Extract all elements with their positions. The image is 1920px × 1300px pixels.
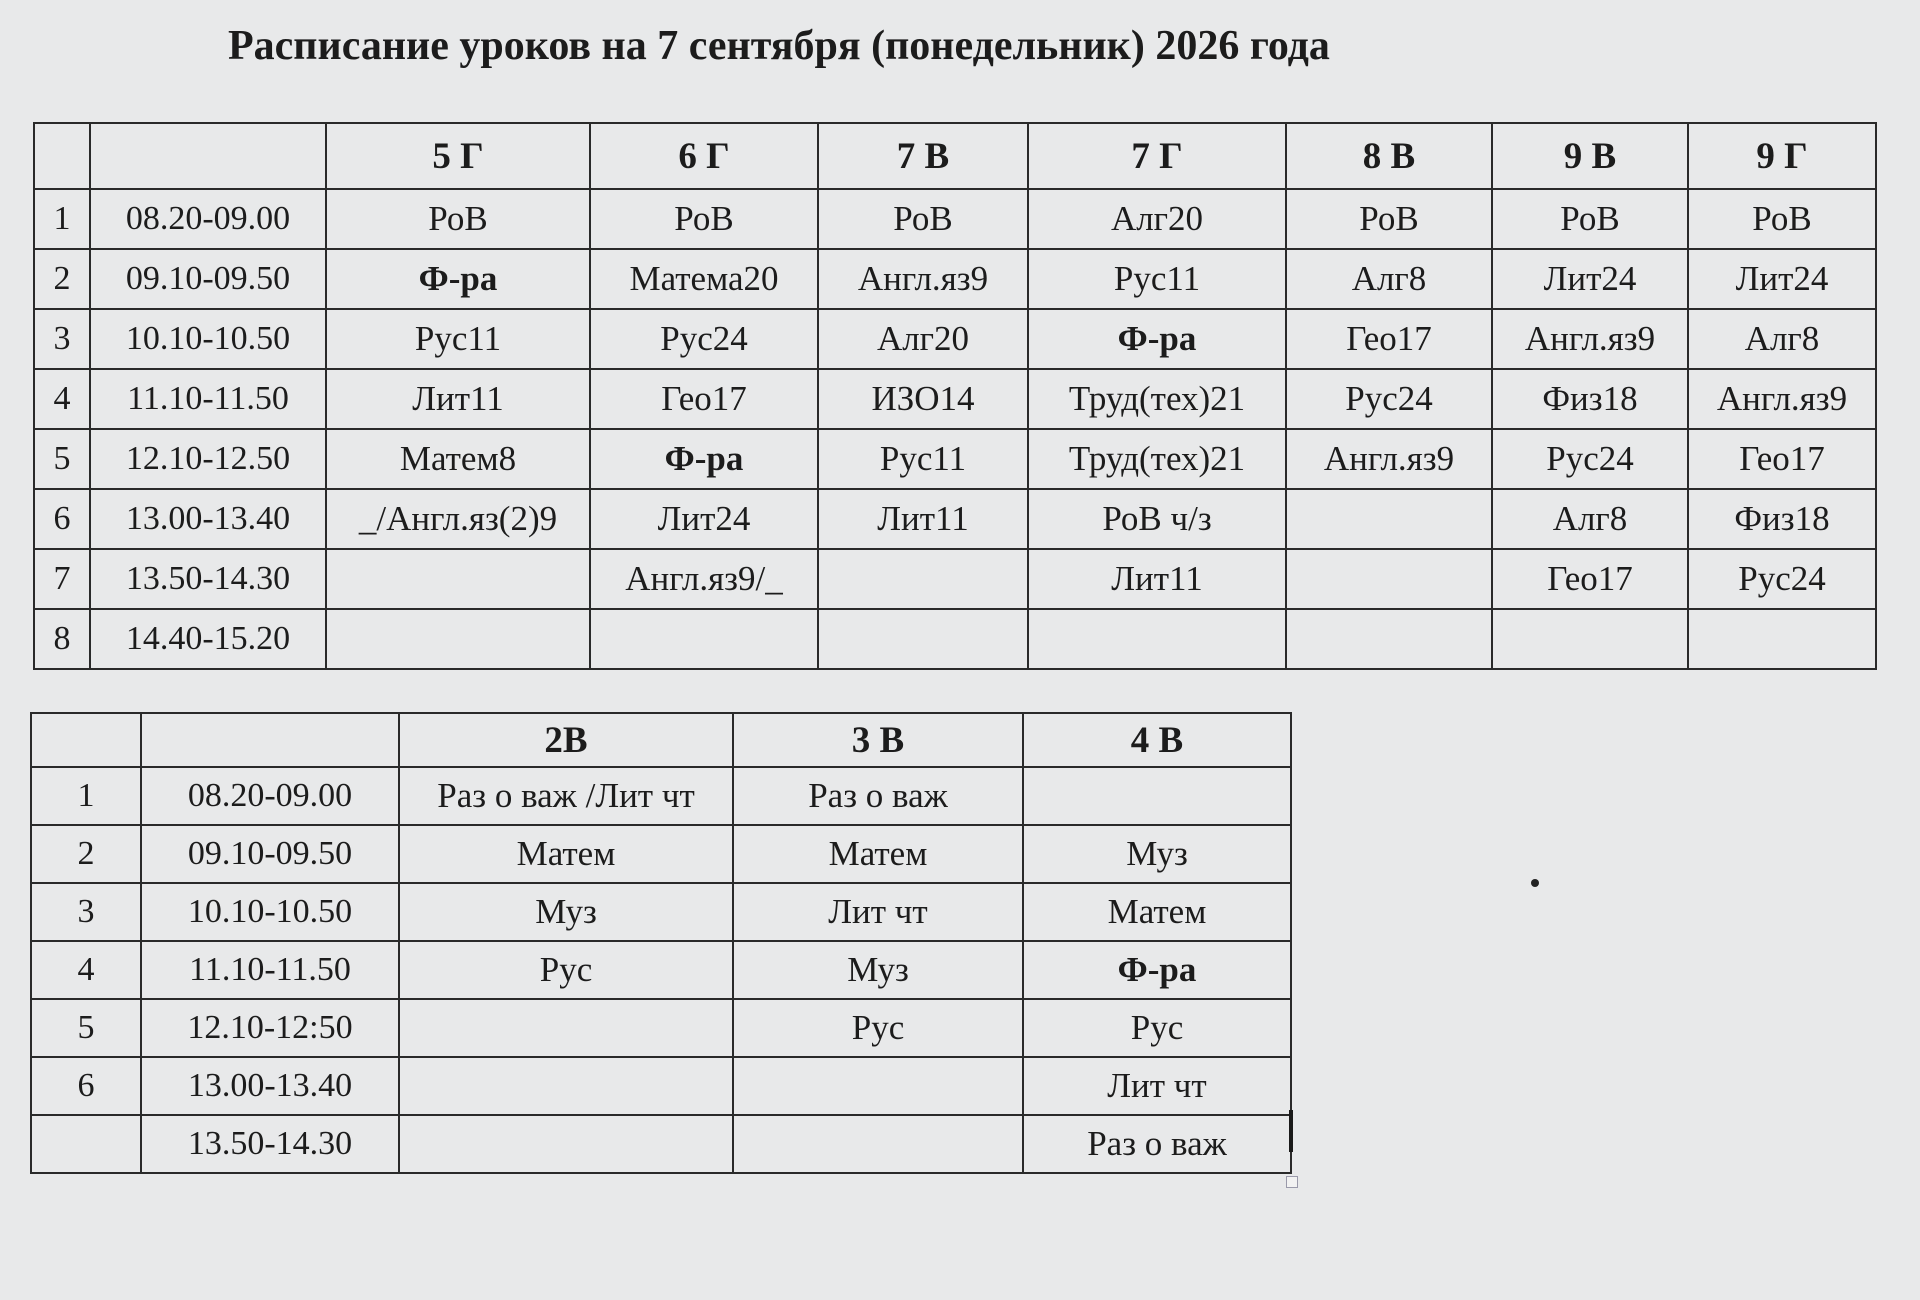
subject-cell: Лит чт <box>1023 1057 1291 1115</box>
subject-cell: Рус24 <box>1492 429 1688 489</box>
subject-cell: Рус11 <box>1028 249 1286 309</box>
header-time-cell <box>141 713 399 767</box>
subject-cell: Рус24 <box>1286 369 1492 429</box>
subject-cell: Алг20 <box>818 309 1028 369</box>
lesson-time: 13.00-13.40 <box>141 1057 399 1115</box>
table-header-row <box>34 123 1876 189</box>
lesson-time: 12.10-12:50 <box>141 999 399 1057</box>
table-row <box>34 249 1876 309</box>
subject-cell: Англ.яз9 <box>1688 369 1876 429</box>
lesson-number: 4 <box>31 941 141 999</box>
class-header: 9 Г <box>1688 123 1876 189</box>
subject-cell <box>1492 609 1688 669</box>
subject-cell: Лит11 <box>818 489 1028 549</box>
table-row <box>31 1057 1291 1115</box>
table-row <box>31 883 1291 941</box>
lesson-number: 7 <box>34 549 90 609</box>
subject-cell: Алг8 <box>1286 249 1492 309</box>
lesson-number: 8 <box>34 609 90 669</box>
lesson-time: 12.10-12.50 <box>90 429 326 489</box>
subject-cell: Англ.яз9/_ <box>590 549 818 609</box>
lesson-number: 3 <box>34 309 90 369</box>
subject-cell: Рус11 <box>818 429 1028 489</box>
lesson-number: 3 <box>31 883 141 941</box>
subject-cell: Физ18 <box>1492 369 1688 429</box>
subject-cell: Рус <box>1023 999 1291 1057</box>
lesson-time: 10.10-10.50 <box>90 309 326 369</box>
class-header: 5 Г <box>326 123 590 189</box>
subject-cell: РоВ <box>1492 189 1688 249</box>
lesson-time: 08.20-09.00 <box>90 189 326 249</box>
lesson-number: 6 <box>34 489 90 549</box>
subject-cell: Лит11 <box>326 369 590 429</box>
table-row <box>34 489 1876 549</box>
table-row <box>31 1115 1291 1173</box>
subject-cell <box>399 1115 733 1173</box>
lesson-number: 1 <box>34 189 90 249</box>
subject-cell: Гео17 <box>590 369 818 429</box>
subject-cell <box>818 549 1028 609</box>
subject-cell: Физ18 <box>1688 489 1876 549</box>
subject-cell <box>818 609 1028 669</box>
subject-cell: Матем <box>1023 883 1291 941</box>
lesson-time: 08.20-09.00 <box>141 767 399 825</box>
subject-cell <box>733 1115 1023 1173</box>
subject-cell: Англ.яз9 <box>818 249 1028 309</box>
class-header: 6 Г <box>590 123 818 189</box>
table-row <box>34 189 1876 249</box>
subject-cell <box>399 999 733 1057</box>
text-cursor <box>1289 1110 1293 1152</box>
subject-cell <box>1028 609 1286 669</box>
subject-cell: Труд(тех)21 <box>1028 369 1286 429</box>
subject-cell <box>1286 549 1492 609</box>
subject-cell <box>399 1057 733 1115</box>
lesson-time: 09.10-09.50 <box>90 249 326 309</box>
speck-mark <box>1531 879 1539 887</box>
subject-cell: Муз <box>399 883 733 941</box>
subject-cell: Алг20 <box>1028 189 1286 249</box>
lesson-number: 4 <box>34 369 90 429</box>
schedule-table-primary <box>30 712 1292 1174</box>
class-header: 2В <box>399 713 733 767</box>
lesson-time: 10.10-10.50 <box>141 883 399 941</box>
subject-cell: _/Англ.яз(2)9 <box>326 489 590 549</box>
table-row <box>34 369 1876 429</box>
header-number-cell <box>34 123 90 189</box>
subject-cell: Ф-ра <box>326 249 590 309</box>
table-row <box>34 609 1876 669</box>
subject-cell: Гео17 <box>1688 429 1876 489</box>
subject-cell: Труд(тех)21 <box>1028 429 1286 489</box>
table-header-row <box>31 713 1291 767</box>
subject-cell: Рус <box>399 941 733 999</box>
subject-cell: Лит24 <box>590 489 818 549</box>
subject-cell: РоВ <box>1688 189 1876 249</box>
schedule-table-main <box>33 122 1877 670</box>
lesson-time: 11.10-11.50 <box>90 369 326 429</box>
header-time-cell <box>90 123 326 189</box>
subject-cell: РоВ ч/з <box>1028 489 1286 549</box>
subject-cell: Муз <box>733 941 1023 999</box>
subject-cell: Лит11 <box>1028 549 1286 609</box>
class-header: 8 В <box>1286 123 1492 189</box>
table-row <box>34 429 1876 489</box>
resize-handle[interactable] <box>1286 1176 1298 1188</box>
subject-cell: Раз о важ /Лит чт <box>399 767 733 825</box>
table-row <box>31 999 1291 1057</box>
subject-cell: РоВ <box>326 189 590 249</box>
lesson-number: 1 <box>31 767 141 825</box>
subject-cell: Гео17 <box>1286 309 1492 369</box>
subject-cell <box>326 549 590 609</box>
lesson-time: 09.10-09.50 <box>141 825 399 883</box>
subject-cell: ИЗО14 <box>818 369 1028 429</box>
subject-cell <box>1688 609 1876 669</box>
lesson-number: 6 <box>31 1057 141 1115</box>
lesson-number <box>31 1115 141 1173</box>
subject-cell: Ф-ра <box>1023 941 1291 999</box>
lesson-number: 2 <box>31 825 141 883</box>
subject-cell <box>590 609 818 669</box>
subject-cell: Гео17 <box>1492 549 1688 609</box>
subject-cell: Раз о важ <box>1023 1115 1291 1173</box>
lesson-number: 5 <box>34 429 90 489</box>
subject-cell <box>326 609 590 669</box>
subject-cell: Лит24 <box>1688 249 1876 309</box>
subject-cell: Рус24 <box>590 309 818 369</box>
subject-cell: РоВ <box>590 189 818 249</box>
subject-cell: Англ.яз9 <box>1492 309 1688 369</box>
subject-cell: Рус24 <box>1688 549 1876 609</box>
subject-cell: Лит чт <box>733 883 1023 941</box>
lesson-time: 13.50-14.30 <box>90 549 326 609</box>
subject-cell: Алг8 <box>1492 489 1688 549</box>
class-header: 7 Г <box>1028 123 1286 189</box>
subject-cell: Алг8 <box>1688 309 1876 369</box>
subject-cell: Ф-ра <box>590 429 818 489</box>
lesson-number: 2 <box>34 249 90 309</box>
table-row <box>31 941 1291 999</box>
table-row <box>31 825 1291 883</box>
header-number-cell <box>31 713 141 767</box>
subject-cell: Лит24 <box>1492 249 1688 309</box>
subject-cell: РоВ <box>818 189 1028 249</box>
subject-cell <box>1286 489 1492 549</box>
subject-cell: Рус <box>733 999 1023 1057</box>
subject-cell <box>1286 609 1492 669</box>
subject-cell: Матем <box>399 825 733 883</box>
class-header: 4 В <box>1023 713 1291 767</box>
lesson-time: 13.50-14.30 <box>141 1115 399 1173</box>
page-title: Расписание уроков на 7 сентября (понедельник) 2026 года <box>228 23 1330 69</box>
lesson-time: 14.40-15.20 <box>90 609 326 669</box>
class-header: 9 В <box>1492 123 1688 189</box>
lesson-number: 5 <box>31 999 141 1057</box>
table-row <box>31 767 1291 825</box>
lesson-time: 13.00-13.40 <box>90 489 326 549</box>
subject-cell: РоВ <box>1286 189 1492 249</box>
lesson-time: 11.10-11.50 <box>141 941 399 999</box>
subject-cell: Раз о важ <box>733 767 1023 825</box>
subject-cell: Муз <box>1023 825 1291 883</box>
subject-cell: Матем8 <box>326 429 590 489</box>
subject-cell: Матема20 <box>590 249 818 309</box>
class-header: 3 В <box>733 713 1023 767</box>
table-row <box>34 549 1876 609</box>
table-row <box>34 309 1876 369</box>
subject-cell: Ф-ра <box>1028 309 1286 369</box>
subject-cell <box>733 1057 1023 1115</box>
subject-cell: Матем <box>733 825 1023 883</box>
class-header: 7 В <box>818 123 1028 189</box>
subject-cell <box>1023 767 1291 825</box>
subject-cell: Англ.яз9 <box>1286 429 1492 489</box>
subject-cell: Рус11 <box>326 309 590 369</box>
